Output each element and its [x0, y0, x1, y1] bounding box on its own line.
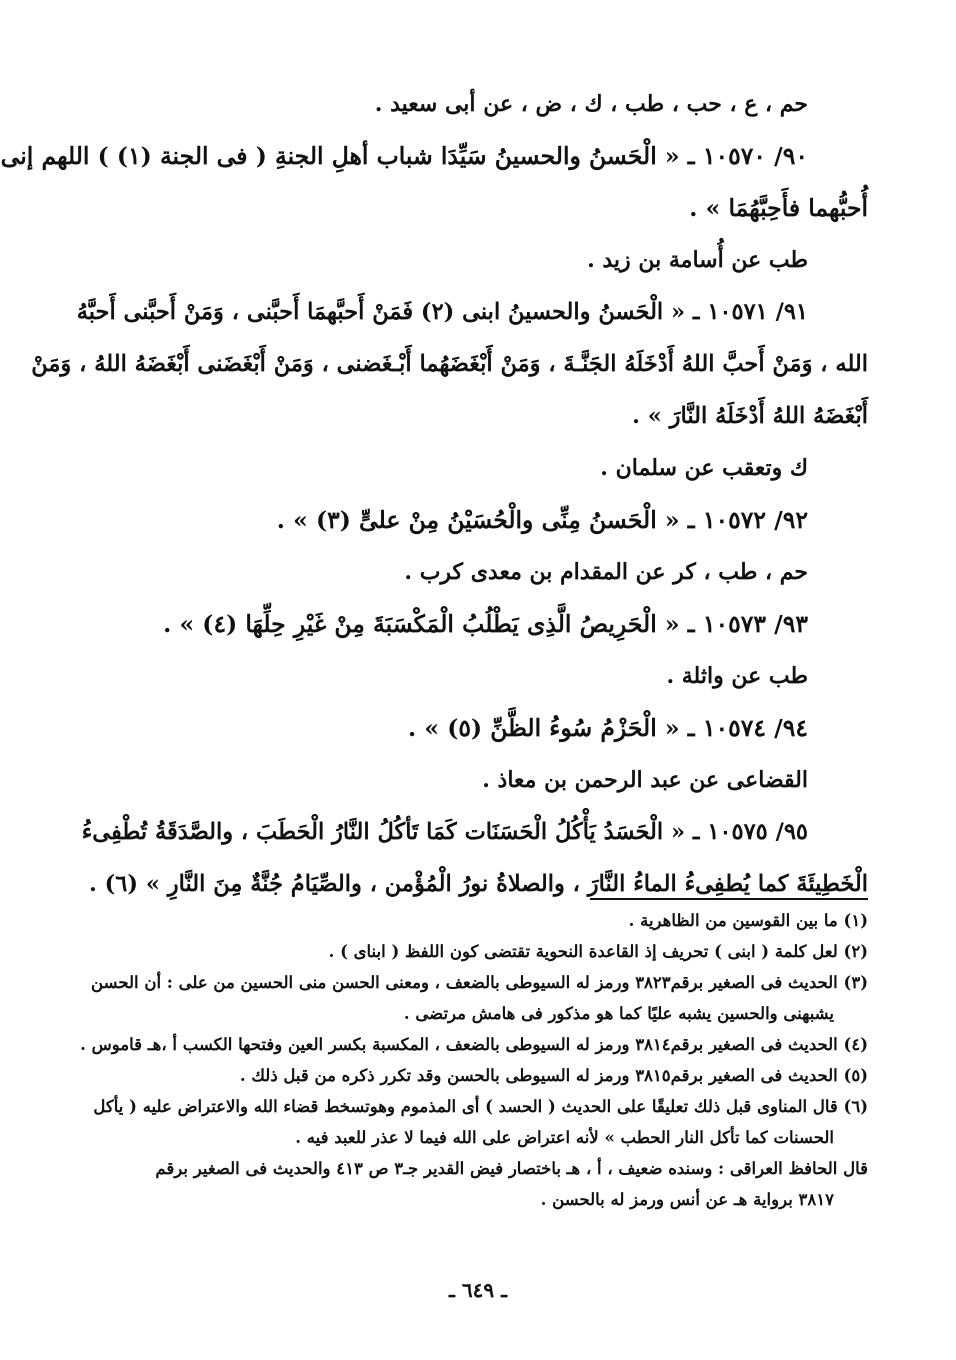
footnote-line: قال الحافظ العراقى : وسنده ضعيف ، أ ، هـ باختصار فيض القدير جـ٣ ص ٤١٣ والحديث فى الصغير برقم	[155, 1159, 868, 1178]
footnote-line: ٣٨١٧ برواية هـ عن أنس ورمز له بالحسن .	[540, 1190, 834, 1209]
footnote-line: يشبهنى والحسين يشبه عليًا كما هو مذكور فى هامش مرتضى .	[403, 1004, 834, 1023]
source-line: طب عن أُسامة بن زيد .	[587, 247, 808, 273]
footnote-divider	[590, 898, 868, 900]
source-line: حم ، ع ، حب ، طب ، ك ، ض ، عن أبى سعيد .	[374, 91, 808, 117]
footnote-line: (٤) الحديث فى الصغير برقم٣٨١٤ ورمز له السيوطى بالضعف ، المكسبة بكسر العين وفتحها الكسب أ ،هـ قاموس .	[80, 1035, 868, 1054]
footnote-line: (٣) الحديث فى الصغير برقم٣٨٢٣ ورمز له السيوطى بالضعف ، ومعنى الحسن منى الحسين من على : أن الحسن	[91, 973, 868, 992]
footnote-line: الحسنات كما تأكل النار الحطب » لأنه اعتراض على الله فيما لا عذر للعبد فيه .	[295, 1128, 834, 1147]
hadith-line: ٩٠/ ١٠٥٧٠ ـ « الْحَسنُ والحسينُ سَيِّدَا شباب أهلِ الجنةِ ( فى الجنة (١) ) اللهم إنى	[0, 142, 808, 170]
main-text	[0, 78, 868, 910]
source-line: ك وتعقب عن سلمان .	[600, 455, 808, 481]
hadith-line: الْخَطِيئَةَ كما يُطفِىءُ الماءُ النَّارَ ، والصلاةُ نورُ الْمُؤْمن ، والصِّيَامُ جُنَّةٌ مِنَ النَّارِ » (٦) .	[88, 871, 868, 897]
source-line: طب عن واثلة .	[666, 663, 808, 689]
source-line: حم ، طب ، كر عن المقدام بن معدى كرب .	[404, 559, 808, 585]
hadith-line: ٩٤/ ١٠٥٧٤ ـ « الْحَزْمُ سُوءُ الظَّنِّ (٥) » .	[407, 714, 808, 742]
hadith-line: الله ، وَمَنْ أَحبَّ اللهُ أَدْخَلَهُ الجَنَّـةَ ، وَمَنْ أَبْغَضَهُما أَبْـغَضنى ، وَمَنْ أَبْغَضَنى أَبْغَضَهُ اللهُ ، وَمَنْ	[31, 351, 868, 377]
hadith-line: ٩٥/ ١٠٥٧٥ ـ « الْحَسَدُ يَأْكُلُ الْحَسَنَات كَمَا تَأكُلُ النَّارُ الْحَطَبَ ، والصَّدَقَةُ تُطْفِىءُ	[81, 819, 808, 845]
hadith-line: ٩٢/ ١٠٥٧٢ ـ « الْحَسنُ مِنِّى والْحُسَيْنُ مِنْ علىٍّ (٣) » .	[276, 506, 808, 534]
source-line: القضاعى عن عبد الرحمن بن معاذ .	[482, 767, 808, 793]
footnote-line: (٦) قال المناوى قبل ذلك تعليقًا على الحديث ( الحسد ) أى المذموم وهوتسخط قضاء الله والاعتراض عليه ( يأكل	[93, 1097, 868, 1116]
hadith-line: أُحبُّهما فأَحِبَّهُمَا » .	[689, 194, 868, 222]
hadith-line: ٩١/ ١٠٥٧١ ـ « الْحَسنُ والحسينُ ابنى (٢) فَمَنْ أَحبَّهمَا أَحبَّنى ، وَمَنْ أَحبَّنى أَحبَّهُ	[76, 299, 808, 325]
footnote-line: (٥) الحديث فى الصغير برقم٣٨١٥ ورمز له السيوطى بالحسن وقد تكرر ذكره من قبل ذلك .	[239, 1066, 868, 1085]
footnote-line: (١) ما بين القوسين من الظاهرية .	[628, 911, 868, 930]
footnote-line: (٢) لعل كلمة ( ابنى ) تحريف إذ القاعدة النحوية تقتضى كون اللفظ ( ابناى ) .	[328, 942, 868, 961]
hadith-line: أَبْغَضَهُ اللهُ أَدْخَلَهُ النَّارَ » .	[632, 403, 868, 429]
hadith-line: ٩٣/ ١٠٥٧٣ ـ « الْحَرِيصُ الَّذِى يَطْلُبُ الْمَكْسَبَةَ مِنْ غَيْرِ حِلِّهَا (٤) » .	[163, 610, 808, 638]
page-number: ـ ٦٤٩ ـ	[449, 1278, 507, 1302]
footnotes	[80, 905, 868, 1215]
